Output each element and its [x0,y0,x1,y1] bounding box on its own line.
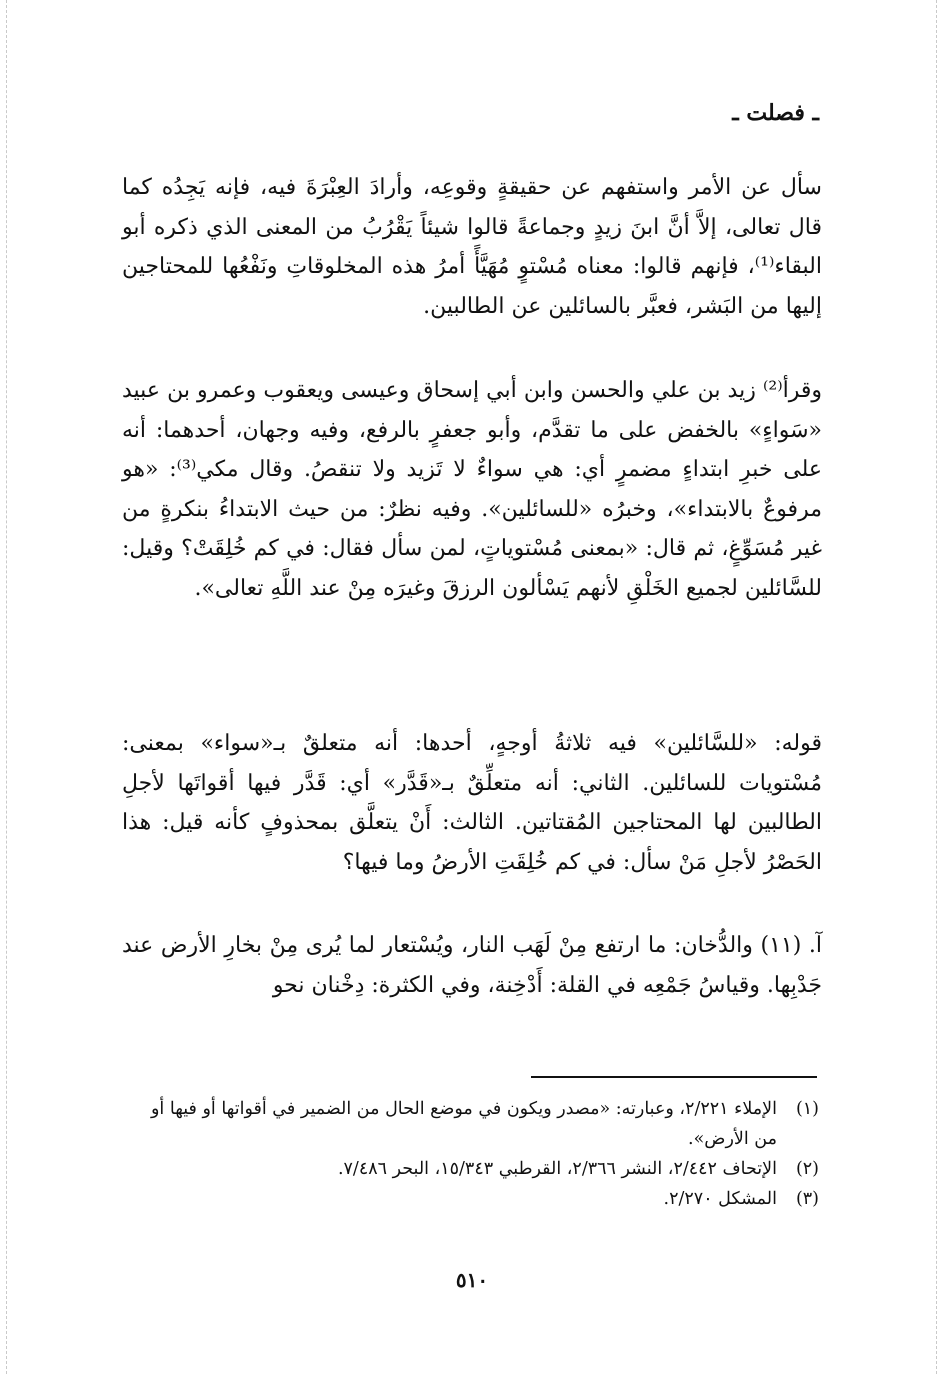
paragraph-3 [122,724,822,882]
footnote-3 [125,1184,819,1214]
paragraph-text: سأل عن الأمر واستفهم عن حقيقةٍ وقوعِه، وأرادَ العِبْرَةَ فيه، فإنه يَجِدُه كما قال تعالى، إلاَّ أنَّ ابنَ زيدٍ وجماعةً قالوا شيئاً يَقْرُبُ من المعنى الذي ذكره أبو البقاء⁽¹⁾، فإنهم قالوا: معناه مُسْتوٍ مُهَيَّأً أمرُ هذه المخلوقاتِ ونَفْعُها للمحتاجين إليها من البَشر، فعبَّر بالسائلين عن الطالبين. [122,175,822,319]
footnote-text: المشكل ٢/٢٧٠. [663,1189,777,1209]
footnote-2 [125,1154,819,1184]
surah-header: ـ فصلت ـ [732,100,819,126]
paragraph-2 [122,371,822,608]
footnote-divider [531,1076,817,1078]
right-margin-guide [936,0,937,1374]
paragraph-text: آ. (١١) والدُّخان: ما ارتفع مِنْ لَهَب النار، ويُسْتعار لما يُرى مِنْ بخارِ الأرض عند جَدْبِها. وقياسُ جَمْعِه في القلة: أَدْخِنة، وفي الكثرة: دِخْنان نحو [122,933,822,998]
footnote-number: (٢) [795,1159,819,1179]
footnote-text: الإتحاف ٢/٤٤٢، النشر ٢/٣٦٦، القرطبي ١٥/٣٤٣، البحر ٧/٤٨٦. [337,1159,777,1179]
paragraph-text: وقرأ⁽²⁾ زيد بن علي والحسن وابن أبي إسحاق وعيسى ويعقوب وعمرو بن عبيد «سَواءٍ» بالخفض على ما تقدَّم، وأبو جعفرٍ بالرفع، وفيه وجهان، أحدهما: أنه على خبرِ ابتداءٍ مضمرٍ أي: هي سواءٌ لا تَزيد ولا تنقصُ. وقال مكي⁽³⁾: «هو مرفوعٌ بالابتداء»، وخبرُه «للسائلين». وفيه نظرٌ: من حيث الابتداءُ بنكرةٍ من غير مُسَوِّغٍ، ثم قال: «بمعنى مُسْتوياتٍ، لمن سأل فقال: في كم خُلِقَتْ؟ وقيل: للسَّائلين لجميع الخَلْقِ لأنهم يَسْألون الرزقَ وغيرَه مِنْ عند اللَّهِ تعالى». [122,378,822,601]
footnote-number: (٣) [795,1189,819,1209]
footnote-number: (١) [795,1099,819,1119]
paragraph-text: قوله: «للسَّائلين» فيه ثلاثةُ أوجهٍ، أحدها: أنه متعلقٌ بـ«سواء» بمعنى: مُسْتويات للسائلين. الثاني: أنه متعلِّقٌ بـ«قَدَّر» أي: قَدَّر فيها أقواتَها لأجلِ الطالبين لها المحتاجين المُقتاتين. الثالث: أَنْ يتعلَّق بمحذوفٍ كأنه قيل: هذا الحَصْرُ لأجلِ مَنْ سأل: في كم خُلِقَتِ الأرضُ وما فيها؟ [122,731,822,875]
footnote-1 [125,1094,819,1154]
footnotes [125,1094,819,1214]
paragraph-4 [122,926,822,1005]
footnote-text: الإملاء ٢/٢٢١، وعبارته: «مصدر ويكون في موضع الحال من الضمير في أقواتها أو فيها أو من الأرض». [150,1099,777,1149]
paragraph-1 [122,168,822,326]
left-margin-guide [6,0,7,1374]
page-number: ٥١٠ [455,1268,489,1292]
